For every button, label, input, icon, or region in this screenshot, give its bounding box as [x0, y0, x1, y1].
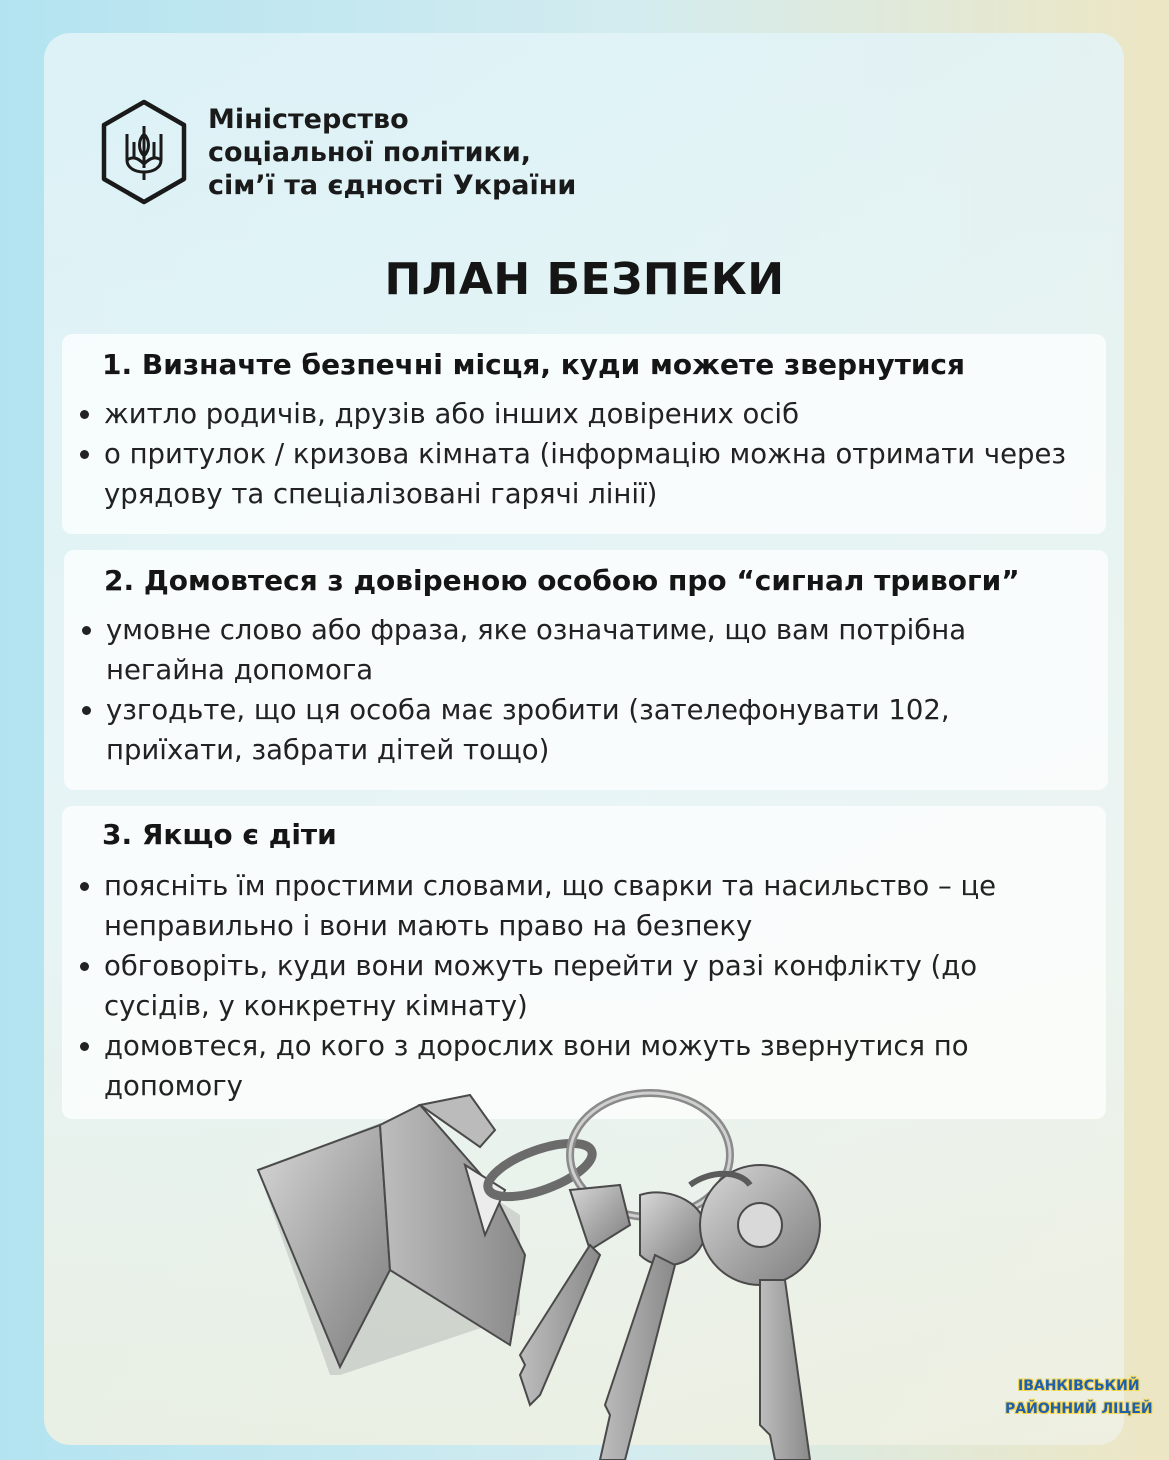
- trident-hexagon-icon: [100, 98, 188, 206]
- school-line-2: РАЙОННИЙ ЛІЦЕЙ: [1005, 1401, 1153, 1417]
- section-title: 3. Якщо є діти: [102, 818, 337, 851]
- section-title: 1. Визначте безпечні місця, куди можете звернутися: [102, 348, 966, 381]
- ministry-line-3: сім’ї та єдності України: [208, 169, 577, 201]
- bullet-list: [78, 610, 1088, 770]
- section-safe-places: [62, 334, 1106, 534]
- list-item: житло родичів, друзів або інших довірених осіб: [76, 394, 1086, 434]
- list-item: домовтеся, до кого з дорослих вони можуть звернутися по допомогу: [76, 1026, 1086, 1106]
- ministry-header: [100, 98, 576, 206]
- school-watermark: [1005, 1375, 1167, 1445]
- school-name: [1005, 1375, 1153, 1421]
- house-keys-illustration: [240, 1075, 860, 1460]
- bullet-list: [76, 866, 1086, 1106]
- list-item: о притулок / кризова кімната (інформацію можна отримати через урядову та спеціалізовані гарячі лінії): [76, 434, 1086, 514]
- ministry-line-2: соціальної політики,: [208, 136, 532, 168]
- ministry-line-1: Міністерство: [208, 103, 409, 135]
- section-title: 2. Домовтеся з довіреною особою про “сигнал тривоги”: [104, 564, 1020, 597]
- list-item: поясніть їм простими словами, що сварки та насильство – це неправильно і вони мають право на безпеку: [76, 866, 1086, 946]
- bullet-list: [76, 394, 1086, 514]
- section-children: [62, 806, 1106, 1119]
- section-alarm-signal: [64, 550, 1108, 790]
- ministry-name: [208, 103, 576, 202]
- page-title: ПЛАН БЕЗПЕКИ: [384, 254, 785, 305]
- list-item: обговоріть, куди вони можуть перейти у разі конфлікту (до сусідів, у конкретну кімнату): [76, 946, 1086, 1026]
- list-item: узгодьте, що ця особа має зробити (зателефонувати 102, приїхати, забрати дітей тощо): [78, 690, 1088, 770]
- list-item: умовне слово або фраза, яке означатиме, що вам потрібна негайна допомога: [78, 610, 1088, 690]
- school-line-1: ІВАНКІВСЬКИЙ: [1017, 1378, 1140, 1394]
